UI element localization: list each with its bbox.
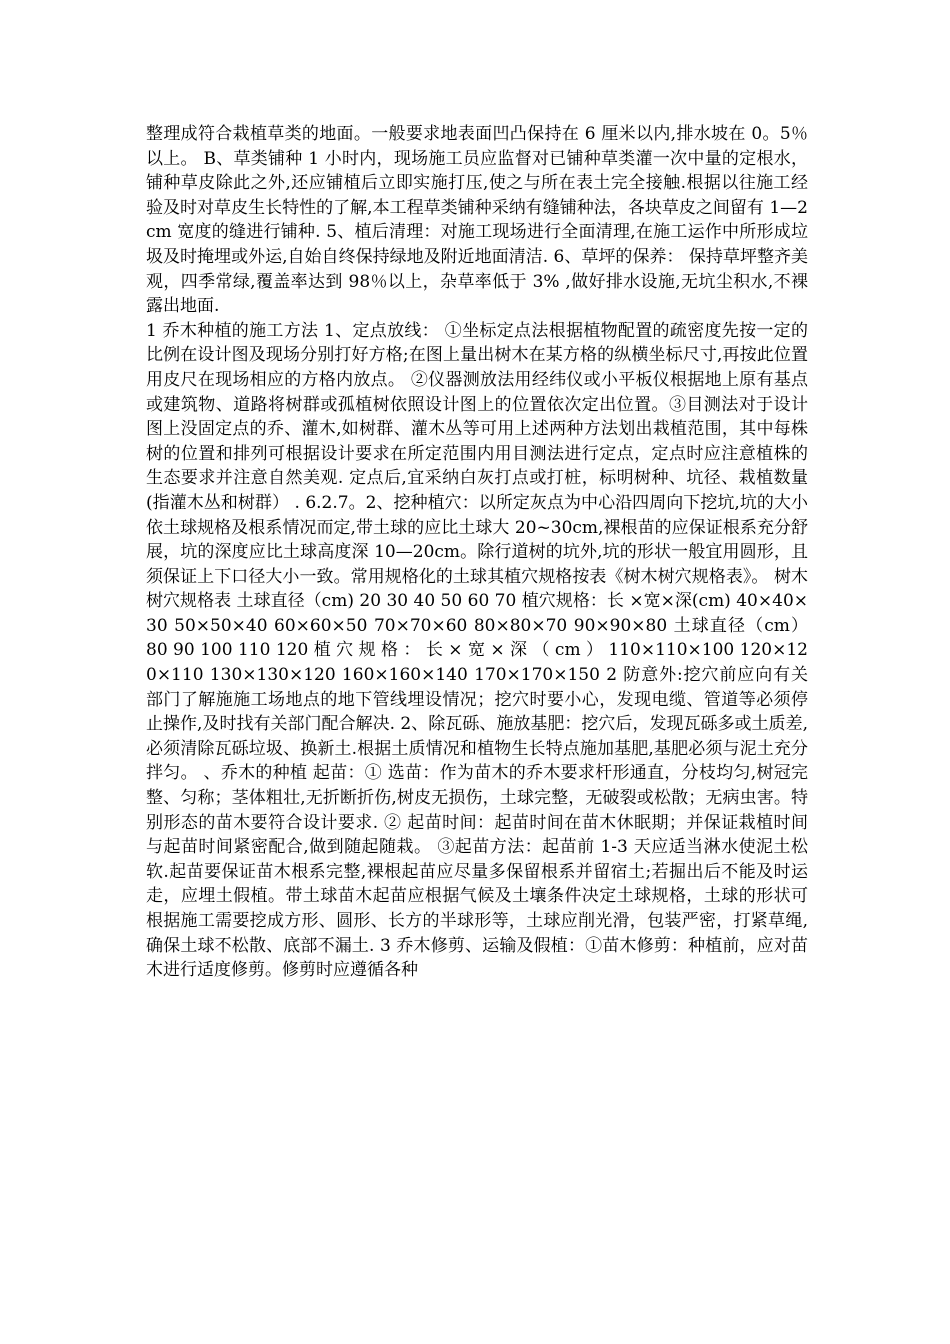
document-body — [146, 122, 808, 983]
paragraph-lawn-preparation: 整理成符合栽植草类的地面。一般要求地表面凹凸保持在 6 厘米以内,排水坡在 0。5％以上。 B、草类铺种 1 小时内，现场施工员应监督对已铺种草类灌一次中量的定根水，铺种草皮除此之外,还应铺植后立即实施打压,使之与所在表土完全接触.根据以往施工经验及时对草皮生长特性的了解,本工程草类铺种采纳有缝铺种法，各块草皮之间留有 1—2cm 宽度的缝进行铺种. 5、植后清理：对施工现场进行全面清理,在施工运作中所形成垃圾及时掩埋或外运,自始自终保持绿地及附近地面清洁. 6、草坪的保养： 保持草坪整齐美观，四季常绿,覆盖率达到 98％以上，杂草率低于 3% ,做好排水设施,无坑尘积水,不裸露出地面. — [146, 124, 808, 317]
paragraph-tree-planting-method: 1 乔木种植的施工方法 1、定点放线： ①坐标定点法根据植物配置的疏密度先按一定的比例在设计图及现场分别打好方格;在图上量出树木在某方格的纵横坐标尺寸,再按此位置用皮尺在现场相应的方格内放点。 ②仪器测放法用经纬仪或小平板仪根据地上原有基点或建筑物、道路将树群或孤植树依照设计图上的位置依次定出位置。③目测法对于设计图上没固定点的乔、灌木,如树群、灌木丛等可用上述两种方法划出栽植范围，其中每株树的位置和排列可根据设计要求在所定范围内用目测法进行定点，定点时应注意植株的生态要求并注意自然美观. 定点后,宜采纳白灰打点或打桩，标明树种、坑径、栽植数量(指灌木丛和树群） . 6.2.7。2、挖种植穴：以所定灰点为中心沿四周向下挖坑,坑的大小依土球规格及根系情况而定,带土球的应比土球大 20~30cm,裸根苗的应保证根系充分舒展，坑的深度应比土球高度深 10—20cm。除行道树的坑外,坑的形状一般宜用圆形，且须保证上下口径大小一致。常用规格化的土球其植穴规格按表《树木树穴规格表》。 树木树穴规格表 土球直径（cm) 20 30 40 50 60 70 植穴规格：长 ×宽×深(cm) 40×40×30 50×50×40 60×60×50 70×70×60 80×80×70 90×90×80 土球直径（cm） 80 90 100 110 120 植 穴 规 格 ： 长 × 宽 × 深 （ cm ） 110×110×100 120×120×110 130×130×120 160×160×140 170×170×150 2 防意外:挖穴前应向有关部门了解施施工场地点的地下管线埋设情况；挖穴时要小心，发现电缆、管道等必须停止操作,及时找有关部门配合解决. 2、除瓦砾、施放基肥：挖穴后，发现瓦砾多或土质差,必须清除瓦砾垃圾、换新土.根据土质情况和植物生长特点施加基肥,基肥必须与泥土充分拌匀。 、乔木的种植 起苗：① 选苗：作为苗木的乔木要求杆形通直，分枝均匀,树冠完整、匀称；茎体粗壮,无折断折伤,树皮无损伤，土球完整，无破裂或松散；无病虫害。特别形态的苗木要符合设计要求. ② 起苗时间：起苗时间在苗木休眠期；并保证栽植时间与起苗时间紧密配合,做到随起随栽。 ③起苗方法：起苗前 1-3 天应适当淋水使泥土松软.起苗要保证苗木根系完整,裸根起苗应尽量多保留根系并留宿土;若掘出后不能及时运走，应埋土假植。带土球苗木起苗应根据气候及土壤条件决定土球规格，土球的形状可根据施工需要挖成方形、圆形、长方的半球形等，土球应削光滑，包装严密，打紧草绳,确保土球不松散、底部不漏土. 3 乔木修剪、运输及假植：①苗木修剪：种植前，应对苗木进行适度修剪。修剪时应遵循各种 — [146, 320, 808, 981]
